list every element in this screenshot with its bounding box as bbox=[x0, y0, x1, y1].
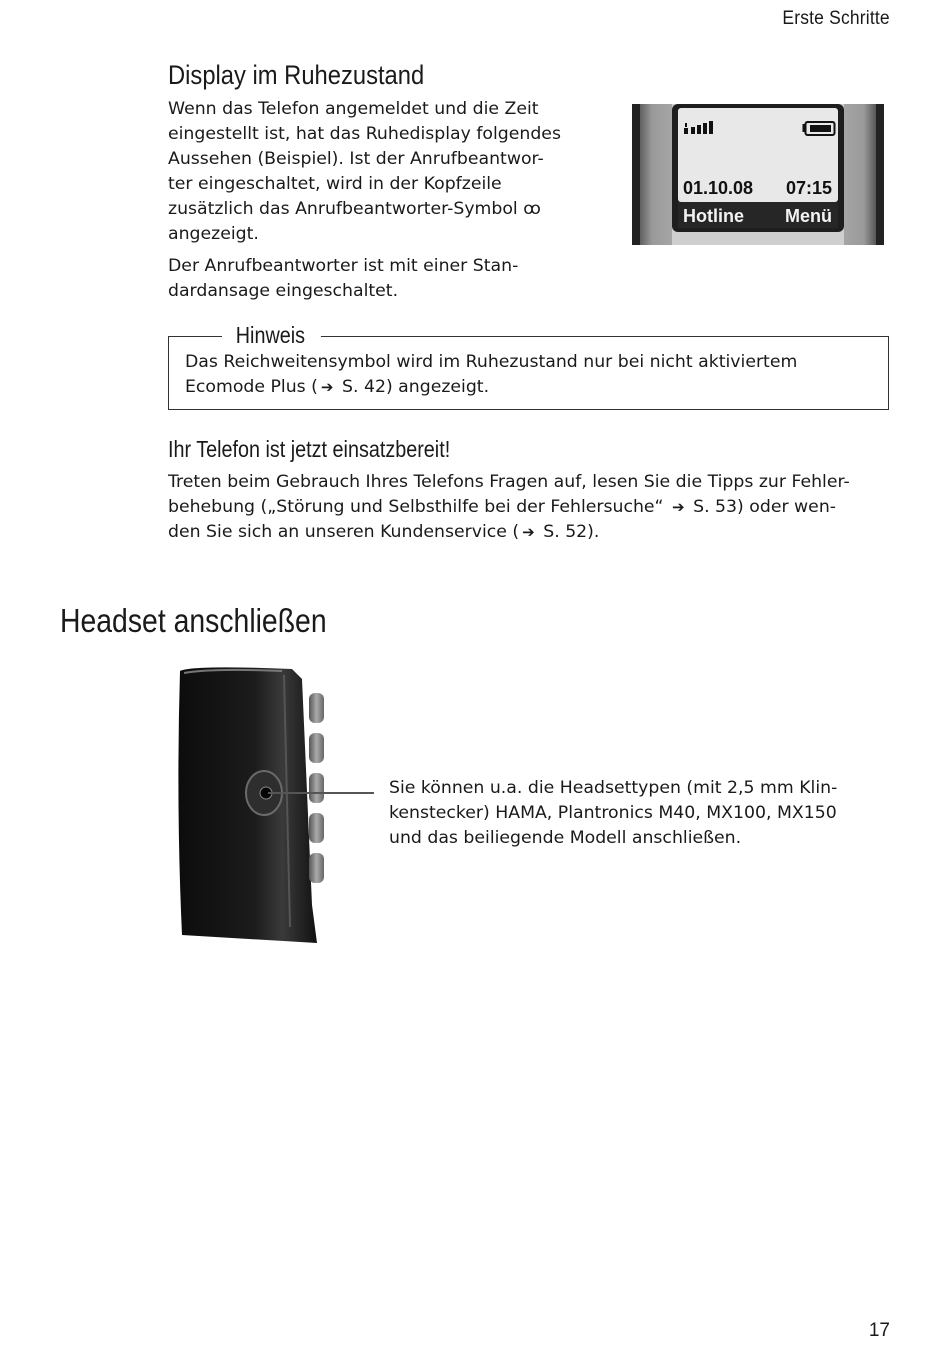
text-line: Wenn das Telefon angemeldet und die Zeit bbox=[168, 99, 539, 119]
arrow-right-icon: ➔ bbox=[522, 523, 535, 541]
pointer-line bbox=[268, 792, 374, 794]
text-line: Sie können u.a. die Headsettypen (mit 2,5 mm Klin- bbox=[389, 778, 838, 798]
hinweis-label: Hinweis bbox=[222, 322, 320, 349]
text-line-content: zusätzlich das Anrufbeantworter-Symbol bbox=[168, 199, 518, 219]
signal-strength-icon bbox=[684, 120, 714, 136]
page-reference: S. 52). bbox=[543, 522, 600, 542]
page-reference: S. 42) angezeigt. bbox=[342, 377, 490, 397]
text-line bbox=[168, 520, 850, 545]
section-title-display: Display im Ruhezustand bbox=[168, 60, 425, 90]
headset-paragraph bbox=[389, 776, 837, 851]
phone-date: 01.10.08 bbox=[683, 178, 754, 198]
text-line: dardansage eingeschaltet. bbox=[168, 281, 399, 301]
page-reference: S. 53) oder wen- bbox=[693, 497, 837, 517]
section-title-headset: Headset anschließen bbox=[60, 602, 327, 639]
arrow-right-icon: ➔ bbox=[672, 498, 685, 516]
text-line: und das beiliegende Modell anschließen. bbox=[389, 828, 742, 848]
text-line: Der Anrufbeantworter ist mit einer Stan- bbox=[168, 256, 519, 276]
text-line: Aussehen (Beispiel). Ist der Anrufbeantwor- bbox=[168, 149, 544, 169]
battery-icon bbox=[802, 121, 836, 137]
handset-side-image bbox=[172, 665, 332, 947]
text-line bbox=[168, 495, 850, 520]
ready-paragraph bbox=[168, 470, 850, 545]
phone-time: 07:15 bbox=[786, 178, 833, 198]
display-paragraph-1 bbox=[168, 97, 598, 247]
softkey-hotline: Hotline bbox=[683, 206, 744, 226]
text-line: eingestellt ist, hat das Ruhedisplay folgendes bbox=[168, 124, 561, 144]
running-header: Erste Schritte bbox=[782, 8, 890, 29]
text-line bbox=[168, 197, 598, 222]
text-fragment: behebung („Störung und Selbsthilfe bei der Fehlersuche“ bbox=[168, 497, 664, 517]
page-number: 17 bbox=[868, 1320, 890, 1341]
text-line: angezeigt. bbox=[168, 224, 259, 244]
text-line: ter eingeschaltet, wird in der Kopfzeile bbox=[168, 174, 502, 194]
text-fragment: Ecomode Plus ( bbox=[185, 377, 318, 397]
text-line: Das Reichweitensymbol wird im Ruhezustand nur bei nicht aktiviertem bbox=[185, 352, 798, 372]
answering-machine-icon: ꝏ bbox=[523, 199, 541, 219]
arrow-right-icon: ➔ bbox=[320, 378, 334, 396]
phone-display-image bbox=[632, 104, 884, 245]
text-fragment: den Sie sich an unseren Kundenservice ( bbox=[168, 522, 520, 542]
text-line bbox=[185, 375, 797, 400]
text-line: Treten beim Gebrauch Ihres Telefons Fragen auf, lesen Sie die Tipps zur Fehler- bbox=[168, 472, 850, 492]
display-paragraph-2 bbox=[168, 254, 598, 304]
section-title-ready: Ihr Telefon ist jetzt einsatzbereit! bbox=[168, 436, 451, 462]
softkey-menu: Menü bbox=[785, 206, 832, 226]
text-line: kenstecker) HAMA, Plantronics M40, MX100, MX150 bbox=[389, 803, 837, 823]
hinweis-text bbox=[185, 350, 797, 400]
